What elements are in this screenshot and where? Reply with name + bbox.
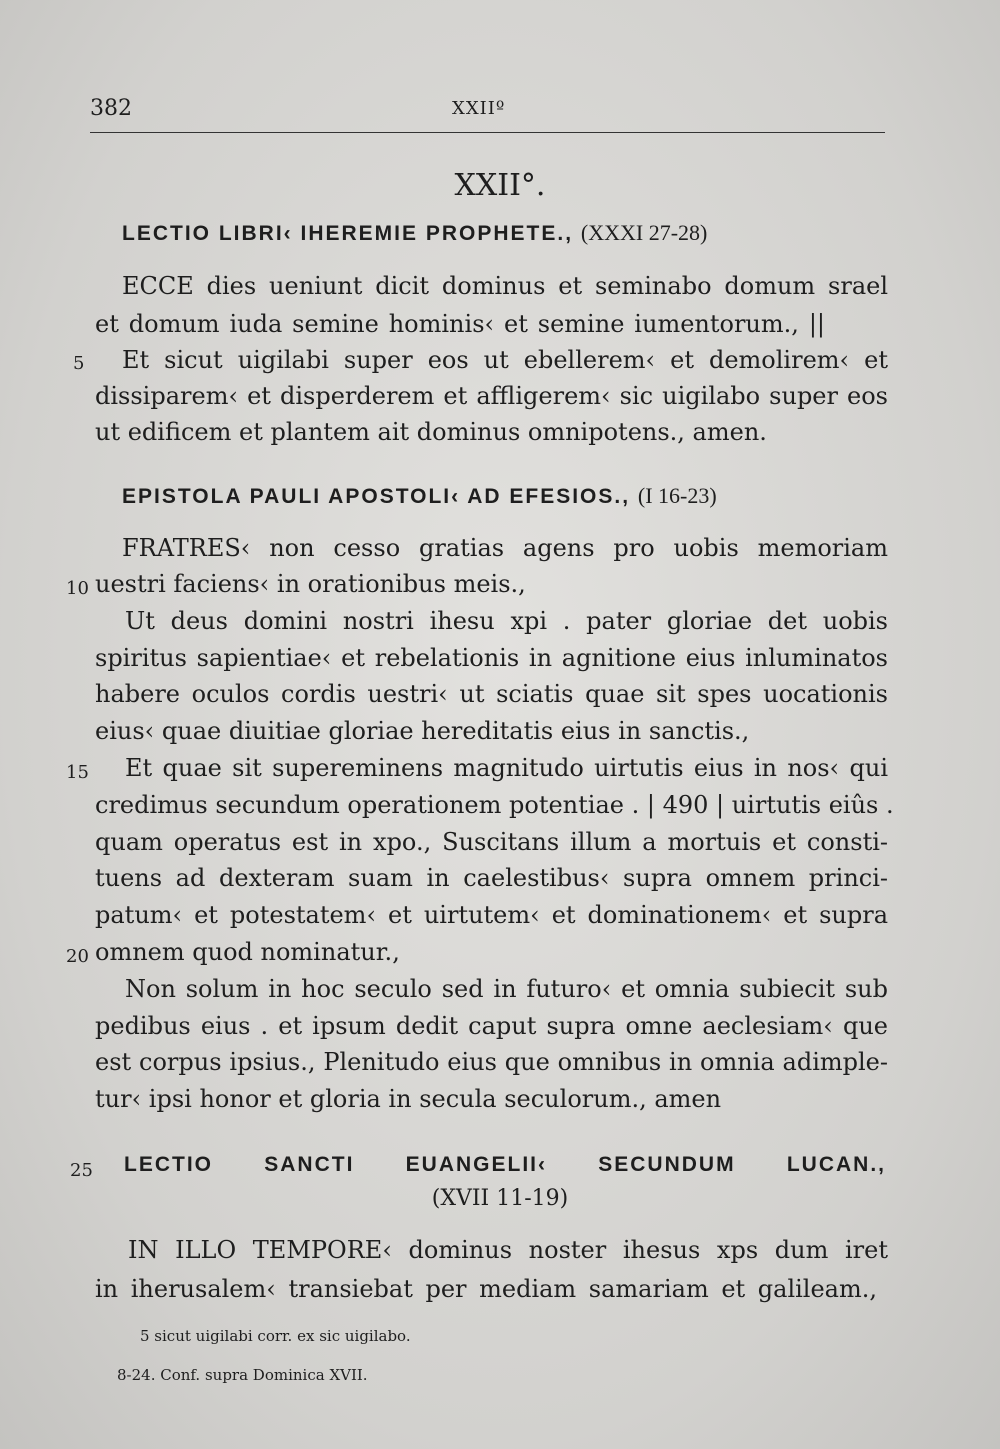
text-line: in iherusalem‹ transiebat per mediam samariam et galileam., [95, 1275, 877, 1303]
section-reference: (XVII 11-19) [431, 1186, 569, 1211]
section-title-text: EPISTOLA PAULI APOSTOLI‹ AD EFESIOS., [122, 485, 631, 508]
text-line: et domum iuda semine hominis‹ et semine iumentorum., || [95, 310, 825, 338]
text-line: Et sicut uigilabi super eos ut ebellerem‹ et demolirem‹ et [122, 346, 888, 374]
section-title-lectio [122, 220, 707, 246]
chapter-heading: XXII°. [454, 168, 546, 203]
header-rule [90, 132, 885, 133]
footnote: 5 sicut uigilabi corr. ex sic uigilabo. [140, 1327, 411, 1345]
text-line: ut edificem et plantem ait dominus omnipotens., amen. [95, 418, 767, 446]
text-line: patum‹ et potestatem‹ et uirtutem‹ et dominationem‹ et supra [95, 901, 888, 929]
text-line: tuens ad dexteram suam in caelestibus‹ supra omnem princi- [95, 864, 888, 892]
text-line: IN ILLO TEMPORE‹ dominus noster ihesus xps dum iret [128, 1236, 888, 1264]
text-line: dissiparem‹ et disperderem et affligerem‹ sic uigilabo super eos [95, 382, 888, 410]
text-line: est corpus ipsius., Plenitudo eius que omnibus in omnia adimple- [95, 1048, 888, 1076]
page-number: 382 [90, 96, 132, 121]
text-line: Non solum in hoc seculo sed in futuro‹ et omnia subiecit sub [125, 975, 888, 1003]
text-line: credimus secundum operationem potentiae . | 490 | uirtutis eiûs . [95, 791, 894, 819]
text-line: omnem quod nominatur., [95, 938, 400, 966]
text-line: quam operatus est in xpo., Suscitans illum a mortuis et consti- [95, 828, 888, 856]
text-line: pedibus eius . et ipsum dedit caput supra omne aeclesiam‹ que [95, 1012, 888, 1040]
section-title-text: LECTIO LIBRI‹ IHEREMIE PROPHETE., [122, 222, 574, 245]
text-line: uestri faciens‹ in orationibus meis., [95, 570, 526, 598]
line-number: 5 [73, 353, 85, 374]
line-number: 10 [66, 578, 89, 599]
text-line: Et quae sit supereminens magnitudo uirtutis eius in nos‹ qui [125, 754, 888, 782]
text-line: ECCE dies ueniunt dicit dominus et seminabo domum srael [122, 272, 888, 300]
running-head [90, 96, 885, 132]
text-line: habere oculos cordis uestri‹ ut sciatis quae sit spes uocationis [95, 680, 888, 708]
text-line: spiritus sapientiae‹ et rebelationis in agnitione eius inluminatos [95, 644, 888, 672]
line-number: 20 [66, 946, 89, 967]
footnote: 8-24. Conf. supra Dominica XVII. [117, 1366, 368, 1384]
text-line: tur‹ ipsi honor et gloria in secula seculorum., amen [95, 1085, 722, 1113]
text-line: FRATRES‹ non cesso gratias agens pro uobis memoriam [122, 534, 888, 562]
text-line: eius‹ quae diuitiae gloriae hereditatis eius in sanctis., [95, 717, 750, 745]
section-reference: (I 16-23) [637, 483, 717, 508]
line-number: 25 [70, 1160, 93, 1181]
section-title-evangelium: LECTIO SANCTI EUANGELII‹ SECUNDUM LUCAN., [124, 1153, 886, 1176]
text-line: Ut deus domini nostri ihesu xpi . pater gloriae det uobis [125, 607, 888, 635]
line-number: 15 [66, 762, 89, 783]
section-reference: (XXXI 27-28) [580, 220, 708, 245]
running-title: XXIIº [452, 98, 506, 119]
section-title-epistola [122, 483, 717, 509]
